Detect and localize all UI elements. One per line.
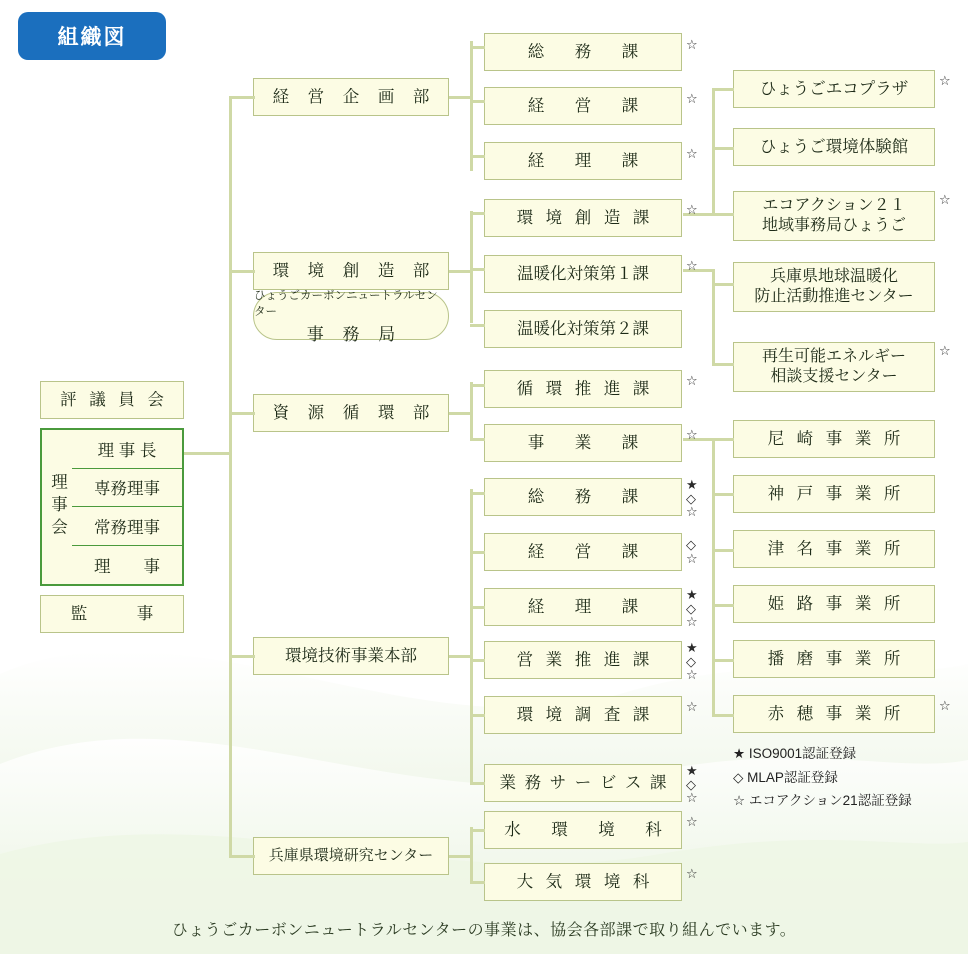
- connector: [712, 549, 734, 552]
- section-box: 業 務 サ ー ビ ス 課: [484, 764, 682, 802]
- section-marks: ☆: [686, 866, 698, 881]
- section-marks: ★ ◇ ☆: [686, 587, 698, 630]
- connector: [470, 492, 485, 495]
- section-marks: ☆: [686, 373, 698, 388]
- legend: [733, 742, 912, 813]
- connector-spine-divisions: [229, 96, 232, 658]
- jimukyoku-sub-label: ひょうごカーボンニュートラルセンター: [254, 290, 438, 318]
- division-box-kenkyu-center: 兵庫県環境研究センター: [253, 837, 449, 875]
- office-box: 姫 路 事 業 所: [733, 585, 935, 623]
- board-row: 常務理事: [72, 507, 182, 546]
- section-box: 事 業 課: [484, 424, 682, 462]
- connector: [470, 489, 473, 784]
- legend-item: ☆ エコアクション21認証登録: [733, 793, 912, 809]
- connector: [470, 384, 485, 387]
- section-box: 温暖化対策第１課: [484, 255, 682, 293]
- section-box: 営 業 推 進 課: [484, 641, 682, 679]
- facility-line2: 地域事務局ひょうご: [761, 217, 906, 234]
- office-box: 播 磨 事 業 所: [733, 640, 935, 678]
- section-box: 水 環 境 科: [484, 811, 682, 849]
- connector: [229, 96, 255, 99]
- section-marks: ★ ◇ ☆: [686, 763, 698, 806]
- connector: [470, 324, 485, 327]
- connector: [470, 829, 485, 832]
- connector: [712, 147, 734, 150]
- section-box: 循 環 推 進 課: [484, 370, 682, 408]
- division-box-kankyo-gijutsu: 環境技術事業本部: [253, 637, 449, 675]
- facility-box: [733, 191, 935, 241]
- footnote: ひょうごカーボンニュートラルセンターの事業は、協会各部課で取り組んでいます。: [171, 922, 797, 939]
- office-box: 神 戸 事 業 所: [733, 475, 935, 513]
- facility-box: ひょうご環境体験館: [733, 128, 935, 166]
- connector: [470, 827, 473, 883]
- connector: [712, 88, 715, 216]
- section-marks: ☆: [686, 91, 698, 106]
- connector: [470, 41, 473, 171]
- facility-marks: ☆: [939, 73, 951, 88]
- jimukyoku-bracket: [253, 290, 449, 344]
- office-marks: ☆: [939, 698, 951, 713]
- division-box-keiei-kikaku: 経 営 企 画 部: [253, 78, 449, 116]
- board-label: 理事会: [48, 473, 67, 541]
- connector: [470, 438, 485, 441]
- connector: [470, 155, 485, 158]
- connector: [229, 655, 232, 855]
- connector: [712, 438, 734, 441]
- board-row: 理 事: [94, 557, 160, 576]
- facility-box: ひょうごエコプラザ: [733, 70, 935, 108]
- section-box: 経 営 課: [484, 87, 682, 125]
- connector: [229, 412, 255, 415]
- connector: [470, 382, 473, 440]
- section-box: 環 境 調 査 課: [484, 696, 682, 734]
- section-marks: ☆: [686, 258, 698, 273]
- section-box: 温暖化対策第２課: [484, 310, 682, 348]
- section-box: 経 理 課: [484, 588, 682, 626]
- connector: [470, 714, 485, 717]
- section-box: 経 営 課: [484, 533, 682, 571]
- section-marks: ☆: [686, 146, 698, 161]
- division-box-shigen-junkan: 資 源 循 環 部: [253, 394, 449, 432]
- connector: [712, 363, 734, 366]
- connector: [184, 452, 232, 455]
- connector: [470, 551, 485, 554]
- facility-box: [733, 342, 935, 392]
- section-box: 総 務 課: [484, 33, 682, 71]
- facility-line2: 防止活動推進センター: [754, 288, 914, 305]
- section-box: 経 理 課: [484, 142, 682, 180]
- jimukyoku-label: 事 務 局: [306, 325, 403, 344]
- connector: [470, 212, 485, 215]
- office-box: 尼 崎 事 業 所: [733, 420, 935, 458]
- connector: [470, 100, 485, 103]
- facility-marks: ☆: [939, 192, 951, 207]
- connector: [470, 211, 473, 323]
- section-marks: ☆: [686, 202, 698, 217]
- connector: [229, 855, 255, 858]
- section-marks: ☆: [686, 427, 698, 442]
- section-marks: ◇ ☆: [686, 537, 698, 566]
- connector: [470, 782, 485, 785]
- office-box: 津 名 事 業 所: [733, 530, 935, 568]
- division-box-kankyo-sozo: 環 境 創 造 部: [253, 252, 449, 290]
- facility-marks: ☆: [939, 343, 951, 358]
- page-title: 組織図: [18, 12, 166, 60]
- connector: [470, 881, 485, 884]
- legend-item: ★ ISO9001認証登録: [733, 746, 857, 761]
- facility-line1: エコアクション２１: [762, 197, 906, 214]
- board-row: 理 事 長: [72, 430, 182, 469]
- section-marks: ☆: [686, 814, 698, 829]
- board-row: 専務理事: [72, 469, 182, 508]
- connector: [470, 46, 485, 49]
- section-box: 大 気 環 境 科: [484, 863, 682, 901]
- connector: [712, 438, 715, 716]
- section-marks: ★ ◇ ☆: [686, 640, 698, 683]
- office-box: 赤 穂 事 業 所: [733, 695, 935, 733]
- facility-box: [733, 262, 935, 312]
- legend-item: ◇ MLAP認証登録: [733, 769, 838, 785]
- connector: [712, 283, 734, 286]
- facility-line1: 再生可能エネルギー: [761, 348, 906, 365]
- auditor-box: 監 事: [40, 595, 184, 633]
- section-box: 環 境 創 造 課: [484, 199, 682, 237]
- facility-line2: 相談支援センター: [770, 368, 898, 385]
- connector: [712, 493, 734, 496]
- section-marks: ★ ◇ ☆: [686, 477, 698, 520]
- connector: [712, 604, 734, 607]
- section-marks: ☆: [686, 37, 698, 52]
- connector: [712, 659, 734, 662]
- connector: [470, 606, 485, 609]
- connector: [712, 88, 734, 91]
- facility-line1: 兵庫県地球温暖化: [769, 268, 898, 285]
- connector: [712, 714, 734, 717]
- section-box: 総 務 課: [484, 478, 682, 516]
- connector: [229, 655, 255, 658]
- connector: [712, 213, 734, 216]
- connector: [470, 268, 485, 271]
- council-box: 評 議 員 会: [40, 381, 184, 419]
- connector: [470, 659, 485, 662]
- connector: [229, 270, 255, 273]
- section-marks: ☆: [686, 699, 698, 714]
